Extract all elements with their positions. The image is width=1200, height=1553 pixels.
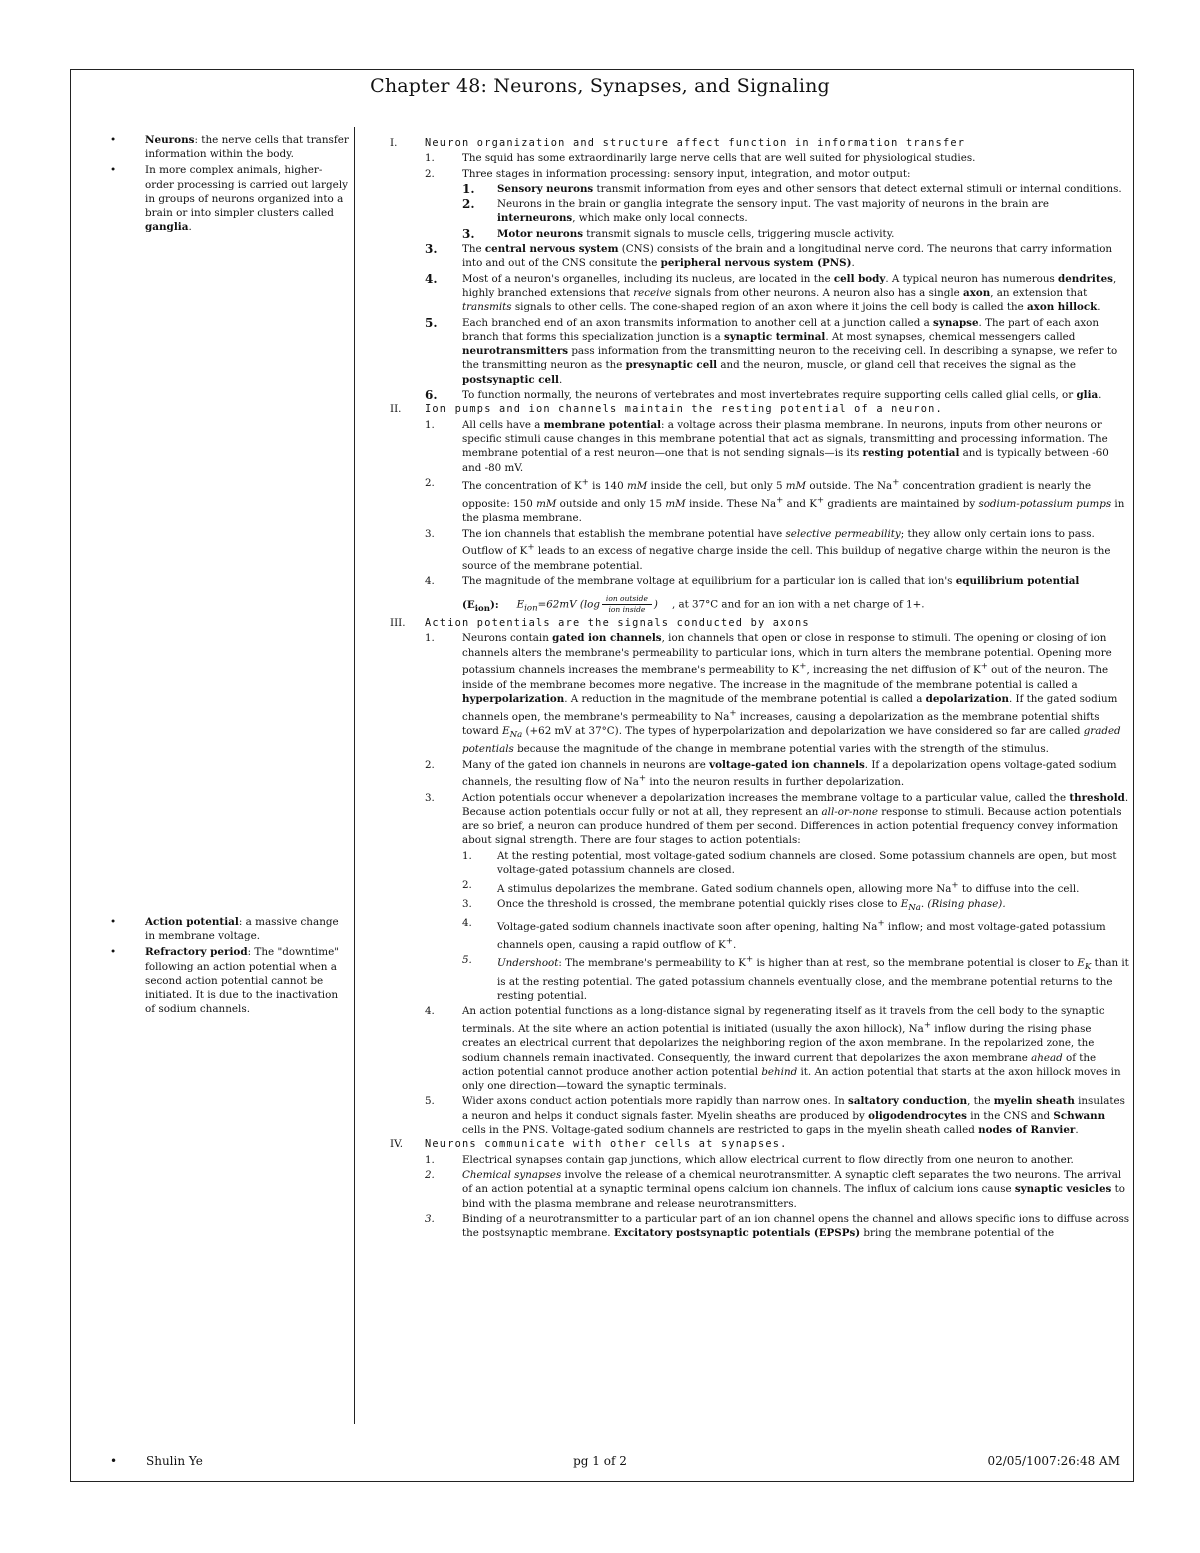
item-number: 3. [425,1212,435,1225]
sub-list [462,849,1130,1003]
item-text: Binding of a neurotransmitter to a particular part of an ion channel opens the channel and allows specific ions to diffuse across the postsynaptic membrane. Excitatory postsynaptic potentials (EPSPs) bring the membrane potential of the [462,1212,1130,1240]
section-heading-text: Neuron organization and structure affect function in information transfer [425,137,966,149]
list-item [425,1168,1130,1211]
equilibrium-formula [462,594,1130,616]
list-item [462,897,1130,915]
sidebar-notes-top [110,133,350,236]
item-text: Action potentials occur whenever a depolarization increases the membrane voltage to a particular value, called the threshold. Because action potentials occur fully or not at all, they represent an all-or-none response to stimuli. Because action potentials are so brief, a neuron can produce hundred of them per second. Differences in action potential frequency convey information about signal strength. There are four stages to action potentials: [462,791,1129,847]
item-text: Once the threshold is crossed, the membrane potential quickly rises close to $E_{Na}$. (Rising phase). [497,898,1006,914]
list-item [425,1153,1130,1167]
list-item [462,182,1130,196]
list-item [425,791,1130,848]
item-number: 4. [425,574,435,587]
item-number: 3. [462,226,475,241]
item-text: A stimulus depolarizes the membrane. Gated sodium channels open, allowing more Na+ to diffuse into the cell. [497,880,1080,895]
sidebar-note [110,945,350,1016]
item-number: 3. [462,898,472,911]
section-heading [390,616,1130,630]
item-text: Neurons contain gated ion channels, ion channels that open or close in response to stimuli. The opening or closing of ion channels alters the membrane's permeability to particular ions, which in turn alters the membrane potential. Opening more potassium channels increases the membrane's permeability to K+, increasing the net diffusion of K+ out of the neuron. The inside of the membrane becomes more negative. The increase in the magnitude of the membrane potential is called a hyperpolarization. A reduction in the magnitude of the membrane potential is called a depolarization. If the gated sodium channels open, the membrane's permeability to Na+ increases, causing a depolarization as the membrane potential shifts toward $E_{Na}$ (+62 mV at 37°C). The types of hyperpolarization and depolarization we have considered so far are called graded potentials because the magnitude of the change in membrane potential varies with the strength of the stimulus. [462,632,1121,756]
item-number: 3. [425,791,435,804]
item-text: Most of a neuron's organelles, including its nucleus, are located in the cell body. A typical neuron has numerous dendrites, highly branched extensions that receive signals from other neurons. A neuron also has a single axon, an extension that transmits signals to other cells. The cone-shaped region of an axon where it joins the cell body is called the axon hillock. [462,272,1117,314]
item-text: The magnitude of the membrane voltage at equilibrium for a particular ion is called that ion's equilibrium potential [462,574,1080,587]
list-item [425,758,1130,790]
list-item [425,574,1130,616]
footer-page-number: pg 1 of 2 [573,1454,627,1468]
list-item [425,527,1130,573]
section-number: III. [390,617,406,630]
item-text: All cells have a membrane potential: a voltage across their plasma membrane. In neurons, inputs from other neurons or specific stimuli cause changes in this membrane potential that act as signals, transmitting and processing information. The membrane potential of a rest neuron—one that is not sending signals—is its resting potential and is typically between -60 and -80 mV. [462,418,1109,474]
outline-section [390,136,1130,402]
item-number: 1. [425,1153,435,1166]
formula-body: $E_{ion}=62mV$ (log $\frac{\text{ion outside}}{\text{ion inside}}$ ) [516,594,658,615]
item-text: Motor neurons transmit signals to muscle cells, triggering muscle activity. [497,227,895,240]
item-text: Neurons in the brain or ganglia integrate the sensory input. The vast majority of neurons in the brain are interneurons, which make only local connects. [497,198,1049,225]
item-text: Voltage-gated sodium channels inactivate soon after opening, halting Na+ inflow; and most voltage-gated potassium channels open, causing a rapid outflow of K+. [497,918,1106,951]
item-number: 2. [425,476,435,489]
item-text: The concentration of K+ is 140 mM inside the cell, but only 5 mM outside. The Na+ concentration gradient is nearly the opposite: 150 mM outside and only 15 mM inside. These Na+ and K+ gradients are maintained by sodium-potassium pumps in the plasma membrane. [462,477,1125,525]
list-item [462,878,1130,896]
bullet-icon: • [110,134,117,146]
sidebar-term: Neurons [145,134,195,146]
list-item [425,631,1130,756]
column-divider [354,127,355,1424]
list-item [462,849,1130,878]
item-number: 3. [425,242,438,257]
item-number: 4. [425,1005,435,1018]
item-text: To function normally, the neurons of vertebrates and most invertebrates require supporting cells called glial cells, or glia. [462,389,1102,402]
list-item [462,916,1130,951]
section-number: I. [390,137,398,149]
item-number: 1. [425,632,435,645]
bullet-icon: • [110,916,117,928]
list-item [462,227,1130,241]
formula-label: $(E_{ion})$: [462,598,499,614]
list-item [425,167,1130,181]
sidebar-term: Action potential [145,916,239,928]
item-text: Chemical synapses involve the release of a chemical neurotransmitter. A synaptic cleft separates the two neurons. The arrival of an action potential at a synaptic terminal opens calcium ion channels. The influx of calcium ions cause synaptic vesicles to bind with the plasma membrane and release neurotransmitters. [462,1168,1125,1210]
footer-bullet: • [110,1454,118,1468]
item-number: 4. [425,271,438,286]
sub-list [462,182,1130,241]
outline-section [390,402,1130,616]
item-text: The central nervous system (CNS) consists of the brain and a longitudinal nerve cord. The neurons that carry information into and out of the CNS consitute the peripheral nervous system (PNS). [462,243,1113,270]
list-item [425,1094,1130,1137]
item-number: 2. [462,879,472,892]
sidebar-note [110,133,350,161]
sidebar-note-text: Refractory period: The "downtime" following an action potential when a second action potential cannot be initiated. It is due to the inactivation of sodium channels. [145,946,340,1016]
item-number: 5. [425,315,438,330]
item-text: Wider axons conduct action potentials more rapidly than narrow ones. In saltatory conduction, the myelin sheath insulates a neuron and helps it conduct signals faster. Myelin sheaths are produced by oligodendrocytes in the CNS and Schwann cells in the PNS. Voltage-gated sodium channels are restricted to gaps in the myelin sheath called nodes of Ranvier. [462,1095,1125,1137]
footer-timestamp: 02/05/1007:26:48 AM [987,1454,1120,1468]
list-item [425,242,1130,271]
bullet-icon: • [110,164,117,177]
list-item [425,316,1130,387]
item-text: Sensory neurons transmit information from eyes and other sensors that detect external stimuli or internal conditions. [497,182,1122,195]
sidebar-note [110,915,350,943]
section-heading [390,402,1130,416]
section-number: IV. [390,1138,403,1151]
item-number: 6. [425,388,438,403]
item-text: An action potential functions as a long-distance signal by regenerating itself as it travels from the cell body to the synaptic terminals. At the site where an action potential is initiated (usually the axon hillock), Na+ inflow during the rising phase creates an electrical current that depolarizes the neighboring region of the axon membrane. In the repolarized zone, the sodium channels remain inactivated. Consequently, the inward current that depolarizes the axon membrane ahead of the action potential cannot produce another action potential behind it. An action potential that starts at the axon hillock moves in only one direction—toward the synaptic terminals. [462,1005,1121,1093]
item-number: 5. [425,1095,435,1108]
sidebar-note-text: Action potential: a massive change in membrane voltage. [145,916,339,943]
list-item [425,1212,1130,1241]
item-number: 1. [425,152,435,165]
sidebar-notes-action-potential [110,915,350,1018]
item-text: Electrical synapses contain gap junctions, which allow electrical current to flow directly from one neuron to another. [462,1153,1074,1166]
list-item [425,476,1130,526]
formula-tail: , at 37°C and for an ion with a net charge of 1+. [671,598,925,611]
list-item [425,272,1130,315]
page-title: Chapter 48: Neurons, Synapses, and Signaling [370,75,830,97]
outline-section [390,616,1130,1137]
item-number: 2. [425,1168,435,1181]
section-heading-text: Neurons communicate with other cells at synapses. [425,1138,788,1151]
item-number: 1. [425,418,435,431]
item-number: 3. [425,527,435,540]
section-heading [390,136,1130,150]
section-heading-text: Ion pumps and ion channels maintain the resting potential of a neuron. [425,403,943,416]
item-number: 1. [462,181,475,196]
list-item [462,197,1130,226]
footer-author: Shulin Ye [146,1454,203,1468]
list-item [425,1004,1130,1093]
section-number: II. [390,403,402,416]
list-item [462,953,1130,1003]
item-text: The ion channels that establish the membrane potential have selective permeability; they allow only certain ions to pass. Outflow of K+ leads to an excess of negative charge inside the cell. This buildup of negative charge within the neuron is the source of the membrane potential. [462,527,1111,572]
item-number: 4. [462,917,472,930]
item-text: The squid has some extraordinarily large nerve cells that are well suited for physiological studies. [462,152,976,165]
item-text: Three stages in information processing: sensory input, integration, and motor output: [462,167,911,180]
item-text: Each branched end of an axon transmits information to another cell at a junction called a synapse. The part of each axon branch that forms this specialization junction is a synaptic terminal. At most synapses, chemical messengers called neurotransmitters pass information from the transmitting neuron to the receiving cell. In describing a synapse, we refer to the transmitting neuron as the presynaptic cell and the neuron, muscle, or gland cell that receives the signal as the postsynaptic cell. [462,316,1118,386]
list-item [425,151,1130,165]
list-item [425,388,1130,402]
item-number: 2. [425,758,435,771]
item-text: Undershoot: The membrane's permeability to K+ is higher than at rest, so the membrane potential is closer to $E_K$ than it is at the resting potential. The gated potassium channels eventually close, and the membrane potential returns to the resting potential. [497,954,1129,1002]
section-heading [390,1137,1130,1151]
sidebar-note-text: In more complex animals, higher-order processing is carried out largely in groups of neurons organized into a brain or into simpler clusters called ganglia. [145,164,349,234]
item-number: 2. [425,167,435,180]
bullet-icon: • [110,946,117,959]
section-heading-text: Action potentials are the signals conducted by axons [425,617,810,630]
item-number: 5. [462,953,472,966]
formula-fraction: $\frac{\text{ion outside}}{\text{ion inside}}$ [602,594,652,615]
sidebar-term: Refractory period [145,946,248,959]
item-text: Many of the gated ion channels in neurons are voltage-gated ion channels. If a depolarization opens voltage-gated sodium channels, the resulting flow of Na+ into the neuron results in further depolarization. [462,758,1117,789]
main-outline [390,136,1130,1240]
item-number: 2. [462,197,475,212]
outline-section [390,1137,1130,1240]
item-text: At the resting potential, most voltage-gated sodium channels are closed. Some potassium channels are open, but most voltage-gated potassium channels are closed. [497,849,1117,877]
sidebar-term: ganglia [145,221,189,234]
sidebar-note-text: Neurons: the nerve cells that transfer information within the body. [145,134,349,161]
list-item [425,418,1130,475]
sidebar-note [110,163,350,234]
item-number: 1. [462,849,472,862]
